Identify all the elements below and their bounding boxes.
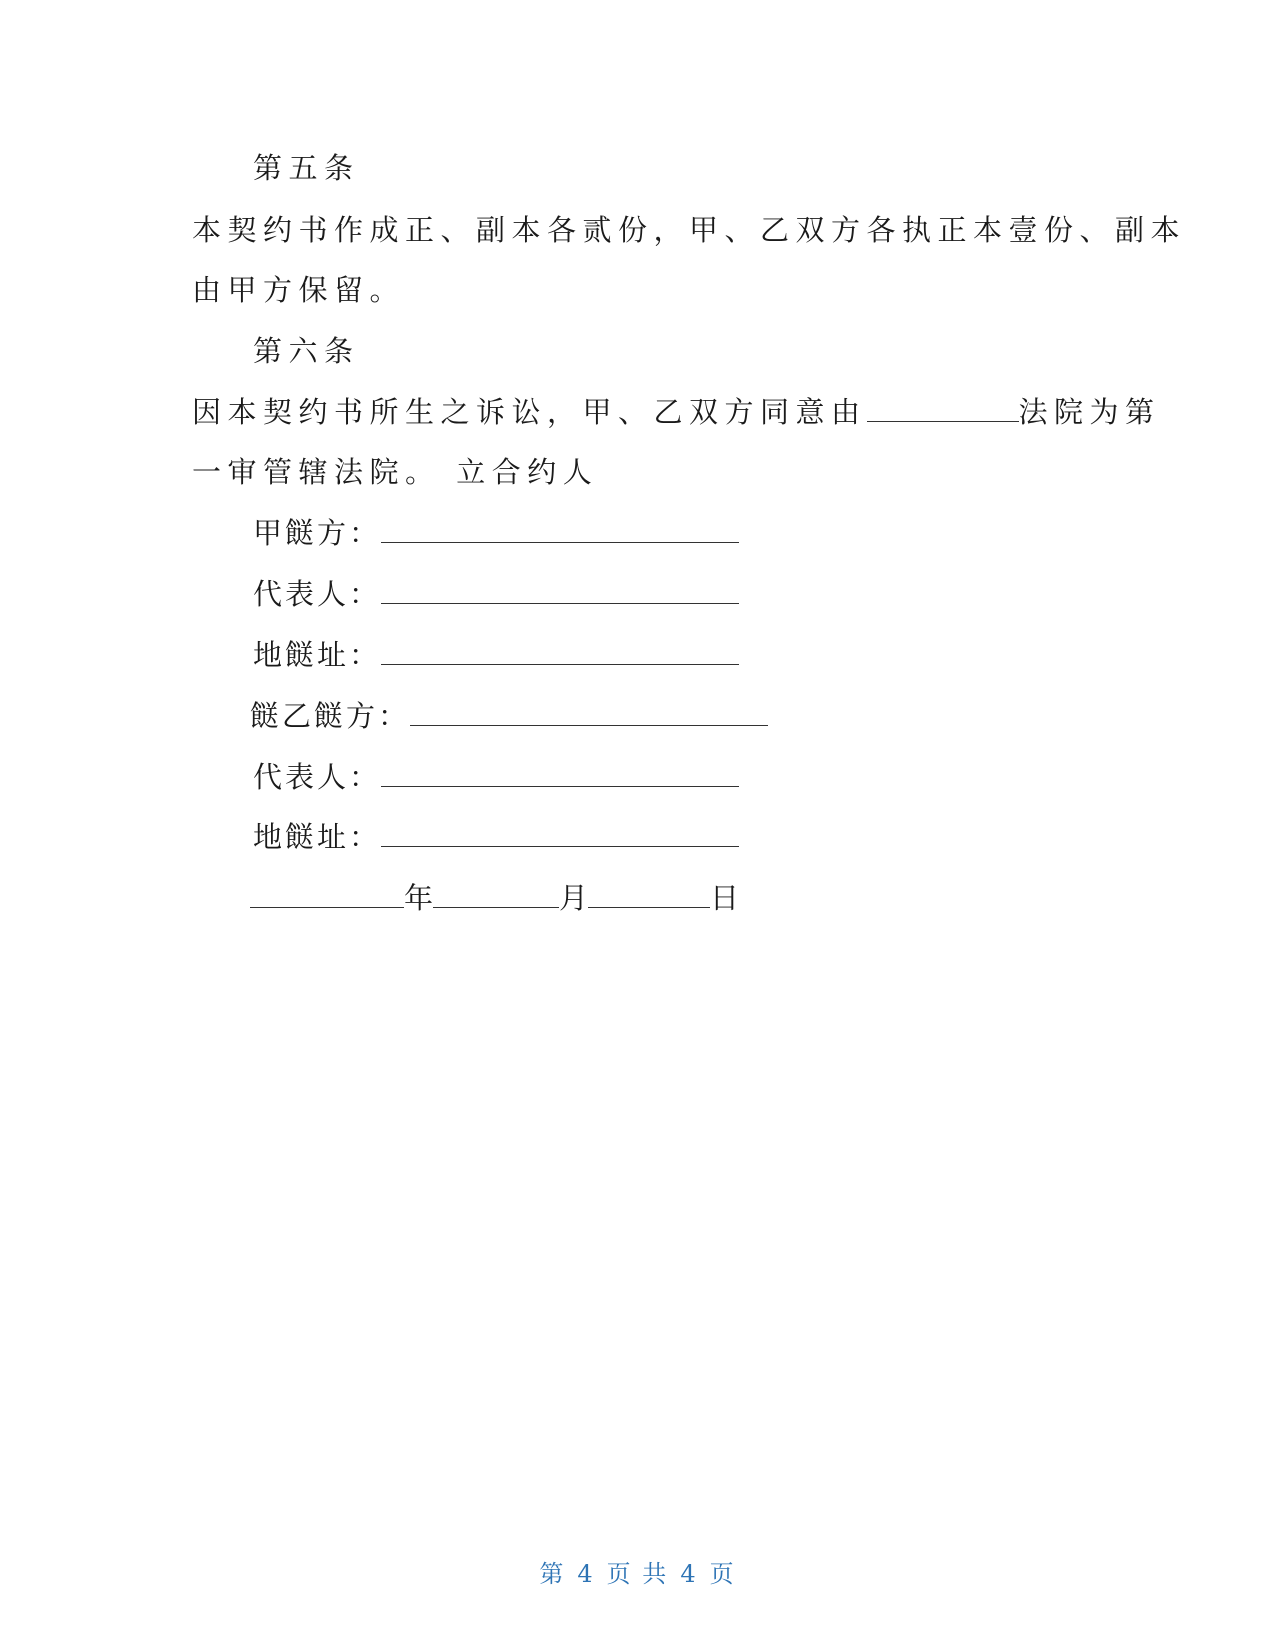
rep-a-blank[interactable] — [381, 581, 739, 604]
day-blank[interactable] — [588, 885, 710, 908]
article-6-heading: 第六条 — [253, 334, 360, 368]
month-blank[interactable] — [433, 885, 559, 908]
footer-middle: 页 共 — [606, 1560, 669, 1588]
rep-a-row — [253, 577, 739, 611]
addr-b-blank[interactable] — [381, 824, 739, 847]
party-a-row — [253, 516, 739, 550]
year-label: 年 — [404, 881, 434, 915]
rep-b-label: 代表人： — [253, 760, 382, 794]
addr-a-blank[interactable] — [381, 642, 739, 665]
party-b-blank[interactable] — [410, 703, 768, 726]
total-pages-number: 4 — [680, 1560, 698, 1588]
article-6-text-after: 法院为第 — [1018, 395, 1161, 429]
date-row — [250, 881, 740, 915]
addr-b-row — [253, 820, 739, 854]
current-page-number: 4 — [577, 1560, 595, 1588]
article-6-text-before: 因本契约书所生之诉讼，甲、乙双方同意由 — [192, 395, 867, 429]
rep-b-row — [253, 760, 739, 794]
addr-a-row — [253, 638, 739, 672]
footer-prefix: 第 — [539, 1560, 566, 1588]
month-label: 月 — [559, 881, 589, 915]
party-a-label: 甲餸方： — [253, 516, 382, 550]
rep-b-blank[interactable] — [381, 764, 739, 787]
party-b-label: 餸乙餸方： — [250, 699, 411, 733]
article-5-text-line-2: 由甲方保留。 — [192, 273, 406, 307]
addr-a-label: 地餸址： — [253, 638, 382, 672]
article-5-heading: 第五条 — [253, 151, 360, 185]
party-b-row — [250, 699, 768, 733]
article-5-text-line-1: 本契约书作成正、副本各贰份，甲、乙双方各执正本壹份、副本 — [192, 213, 1187, 247]
footer-suffix: 页 — [709, 1560, 736, 1588]
article-6-text-line-1 — [192, 395, 1161, 429]
year-blank[interactable] — [250, 885, 404, 908]
party-a-blank[interactable] — [381, 520, 739, 543]
page-footer — [0, 1554, 1275, 1589]
rep-a-label: 代表人： — [253, 577, 382, 611]
addr-b-label: 地餸址： — [253, 820, 382, 854]
day-label: 日 — [710, 881, 740, 915]
article-6-text-line-2: 一审管辖法院。 立合约人 — [192, 455, 599, 489]
court-name-blank[interactable] — [867, 399, 1019, 422]
